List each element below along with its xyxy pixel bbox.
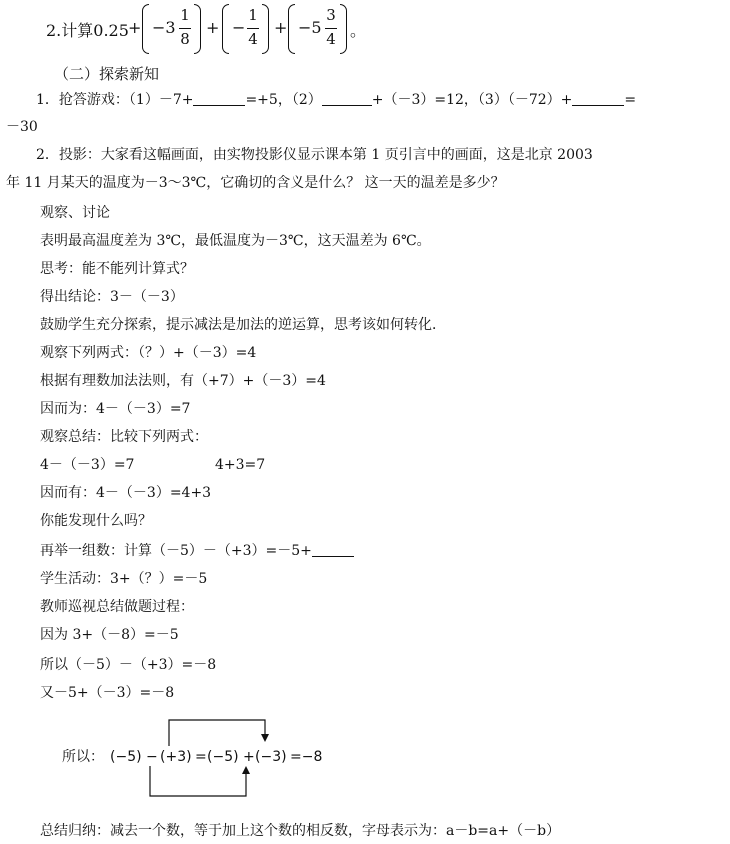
by-addition-rule: 根据有理数加法法则，有（+7）+（－3）=4 bbox=[40, 373, 326, 389]
right-paren bbox=[194, 4, 201, 54]
also-line: 又－5+（－3）=－8 bbox=[40, 685, 175, 701]
because-line: 因为 3+（－8）=－5 bbox=[40, 627, 179, 643]
arrow-head-down bbox=[261, 734, 269, 742]
problem-2-prefix: 2.计算0.25 bbox=[46, 21, 129, 40]
quick-answer-game bbox=[36, 90, 636, 110]
left-paren bbox=[288, 4, 295, 54]
left-paren bbox=[222, 4, 229, 54]
arrow-head-up bbox=[242, 766, 250, 774]
student-activity: 学生活动：3+（？）=－5 bbox=[40, 571, 208, 587]
projection-line-1: 2．投影：大家看这幅画面，由实物投影仪显示课本第 1 页引言中的画面，这是北京 2003 bbox=[36, 147, 593, 163]
equation-a: 4－（－3）=7 bbox=[40, 457, 135, 473]
transformation-diagram bbox=[0, 710, 400, 805]
answer-blank-1[interactable] bbox=[193, 91, 245, 106]
plus-sign: + bbox=[206, 18, 220, 37]
diagram-term-4: (−3) bbox=[255, 749, 287, 765]
bottom-arrow-line bbox=[150, 766, 246, 796]
left-paren bbox=[142, 4, 149, 54]
another-example-text: 再举一组数：计算（－5）－（+3）=－5+ bbox=[40, 543, 312, 559]
diagram-term-2: (+3) bbox=[160, 749, 192, 765]
diagram-plus: + bbox=[243, 749, 255, 765]
observe-discuss: 观察、讨论 bbox=[40, 205, 110, 221]
fraction-bar bbox=[325, 28, 337, 29]
compare-heading: 观察总结：比较下列两式： bbox=[40, 429, 208, 445]
summary-rule: 总结归纳：减去一个数，等于加上这个数的相反数，字母表示为：a－b=a+（－b） bbox=[40, 823, 561, 839]
game-part-3-result: －30 bbox=[6, 119, 38, 135]
top-arrow-line bbox=[169, 720, 265, 746]
diagram-result: =−8 bbox=[290, 749, 323, 765]
observe-two-equations: 观察下列两式：（？）+（－3）=4 bbox=[40, 345, 257, 361]
right-paren bbox=[262, 4, 269, 54]
right-paren bbox=[340, 4, 347, 54]
projection-line-2: 年 11 月某天的温度为－3～3℃，它确切的含义是什么？ 这一天的温差是多少？ bbox=[6, 175, 505, 191]
diagram-minus: − bbox=[146, 749, 158, 765]
term-2-whole: − bbox=[232, 18, 246, 37]
thus-have: 因而有：4－（－3）=4+3 bbox=[40, 485, 212, 501]
teacher-summary: 教师巡视总结做题过程： bbox=[40, 599, 194, 615]
answer-blank-4[interactable] bbox=[312, 542, 354, 557]
term-1-whole: −3 bbox=[152, 18, 176, 37]
game-part-3-tail: = bbox=[624, 92, 637, 108]
term-2-denominator: 4 bbox=[248, 30, 258, 48]
another-example bbox=[40, 541, 354, 561]
term-3-denominator: 4 bbox=[326, 30, 336, 48]
answer-blank-2[interactable] bbox=[322, 91, 372, 106]
game-part-1-tail: =+5，（2） bbox=[245, 92, 322, 108]
thus-result: 因而为：4－（－3）=7 bbox=[40, 401, 191, 417]
diagram-label: 所以： bbox=[62, 749, 104, 765]
game-part-2-tail: +（－3）=12，（3）（－72）+ bbox=[371, 92, 573, 108]
diagram-term-1: (−5) bbox=[110, 749, 142, 765]
fraction-bar bbox=[247, 28, 259, 29]
term-2-numerator: 1 bbox=[248, 6, 258, 24]
term-1-denominator: 8 bbox=[180, 30, 190, 48]
diagram-equals: = bbox=[195, 749, 207, 765]
plus-sign: + bbox=[274, 18, 288, 37]
temperature-shows: 表明最高温度差为 3℃，最低温度为－3℃，这天温差为 6℃。 bbox=[40, 233, 431, 249]
think-question: 思考：能不能列计算式？ bbox=[40, 261, 194, 277]
term-1-numerator: 1 bbox=[180, 6, 190, 24]
problem-2-end: 。 bbox=[350, 21, 367, 40]
fraction-bar bbox=[179, 28, 191, 29]
term-3-whole: −5 bbox=[298, 18, 322, 37]
so-line: 所以（－5）－（+3）=－8 bbox=[40, 657, 217, 673]
term-3-numerator: 3 bbox=[326, 6, 336, 24]
encourage: 鼓励学生充分探索，提示减法是加法的逆运算，思考该如何转化． bbox=[40, 317, 446, 333]
diagram-term-3: (−5) bbox=[207, 749, 239, 765]
conclusion: 得出结论：3－（－3） bbox=[40, 289, 184, 305]
discover-question: 你能发现什么吗？ bbox=[40, 513, 152, 529]
plus-sign: + bbox=[128, 18, 142, 37]
section-title: （二）探索新知 bbox=[54, 65, 160, 83]
equation-b: 4+3=7 bbox=[215, 457, 266, 473]
game-label: 1．抢答游戏：（1）－7+ bbox=[36, 92, 194, 108]
answer-blank-3[interactable] bbox=[572, 91, 624, 106]
